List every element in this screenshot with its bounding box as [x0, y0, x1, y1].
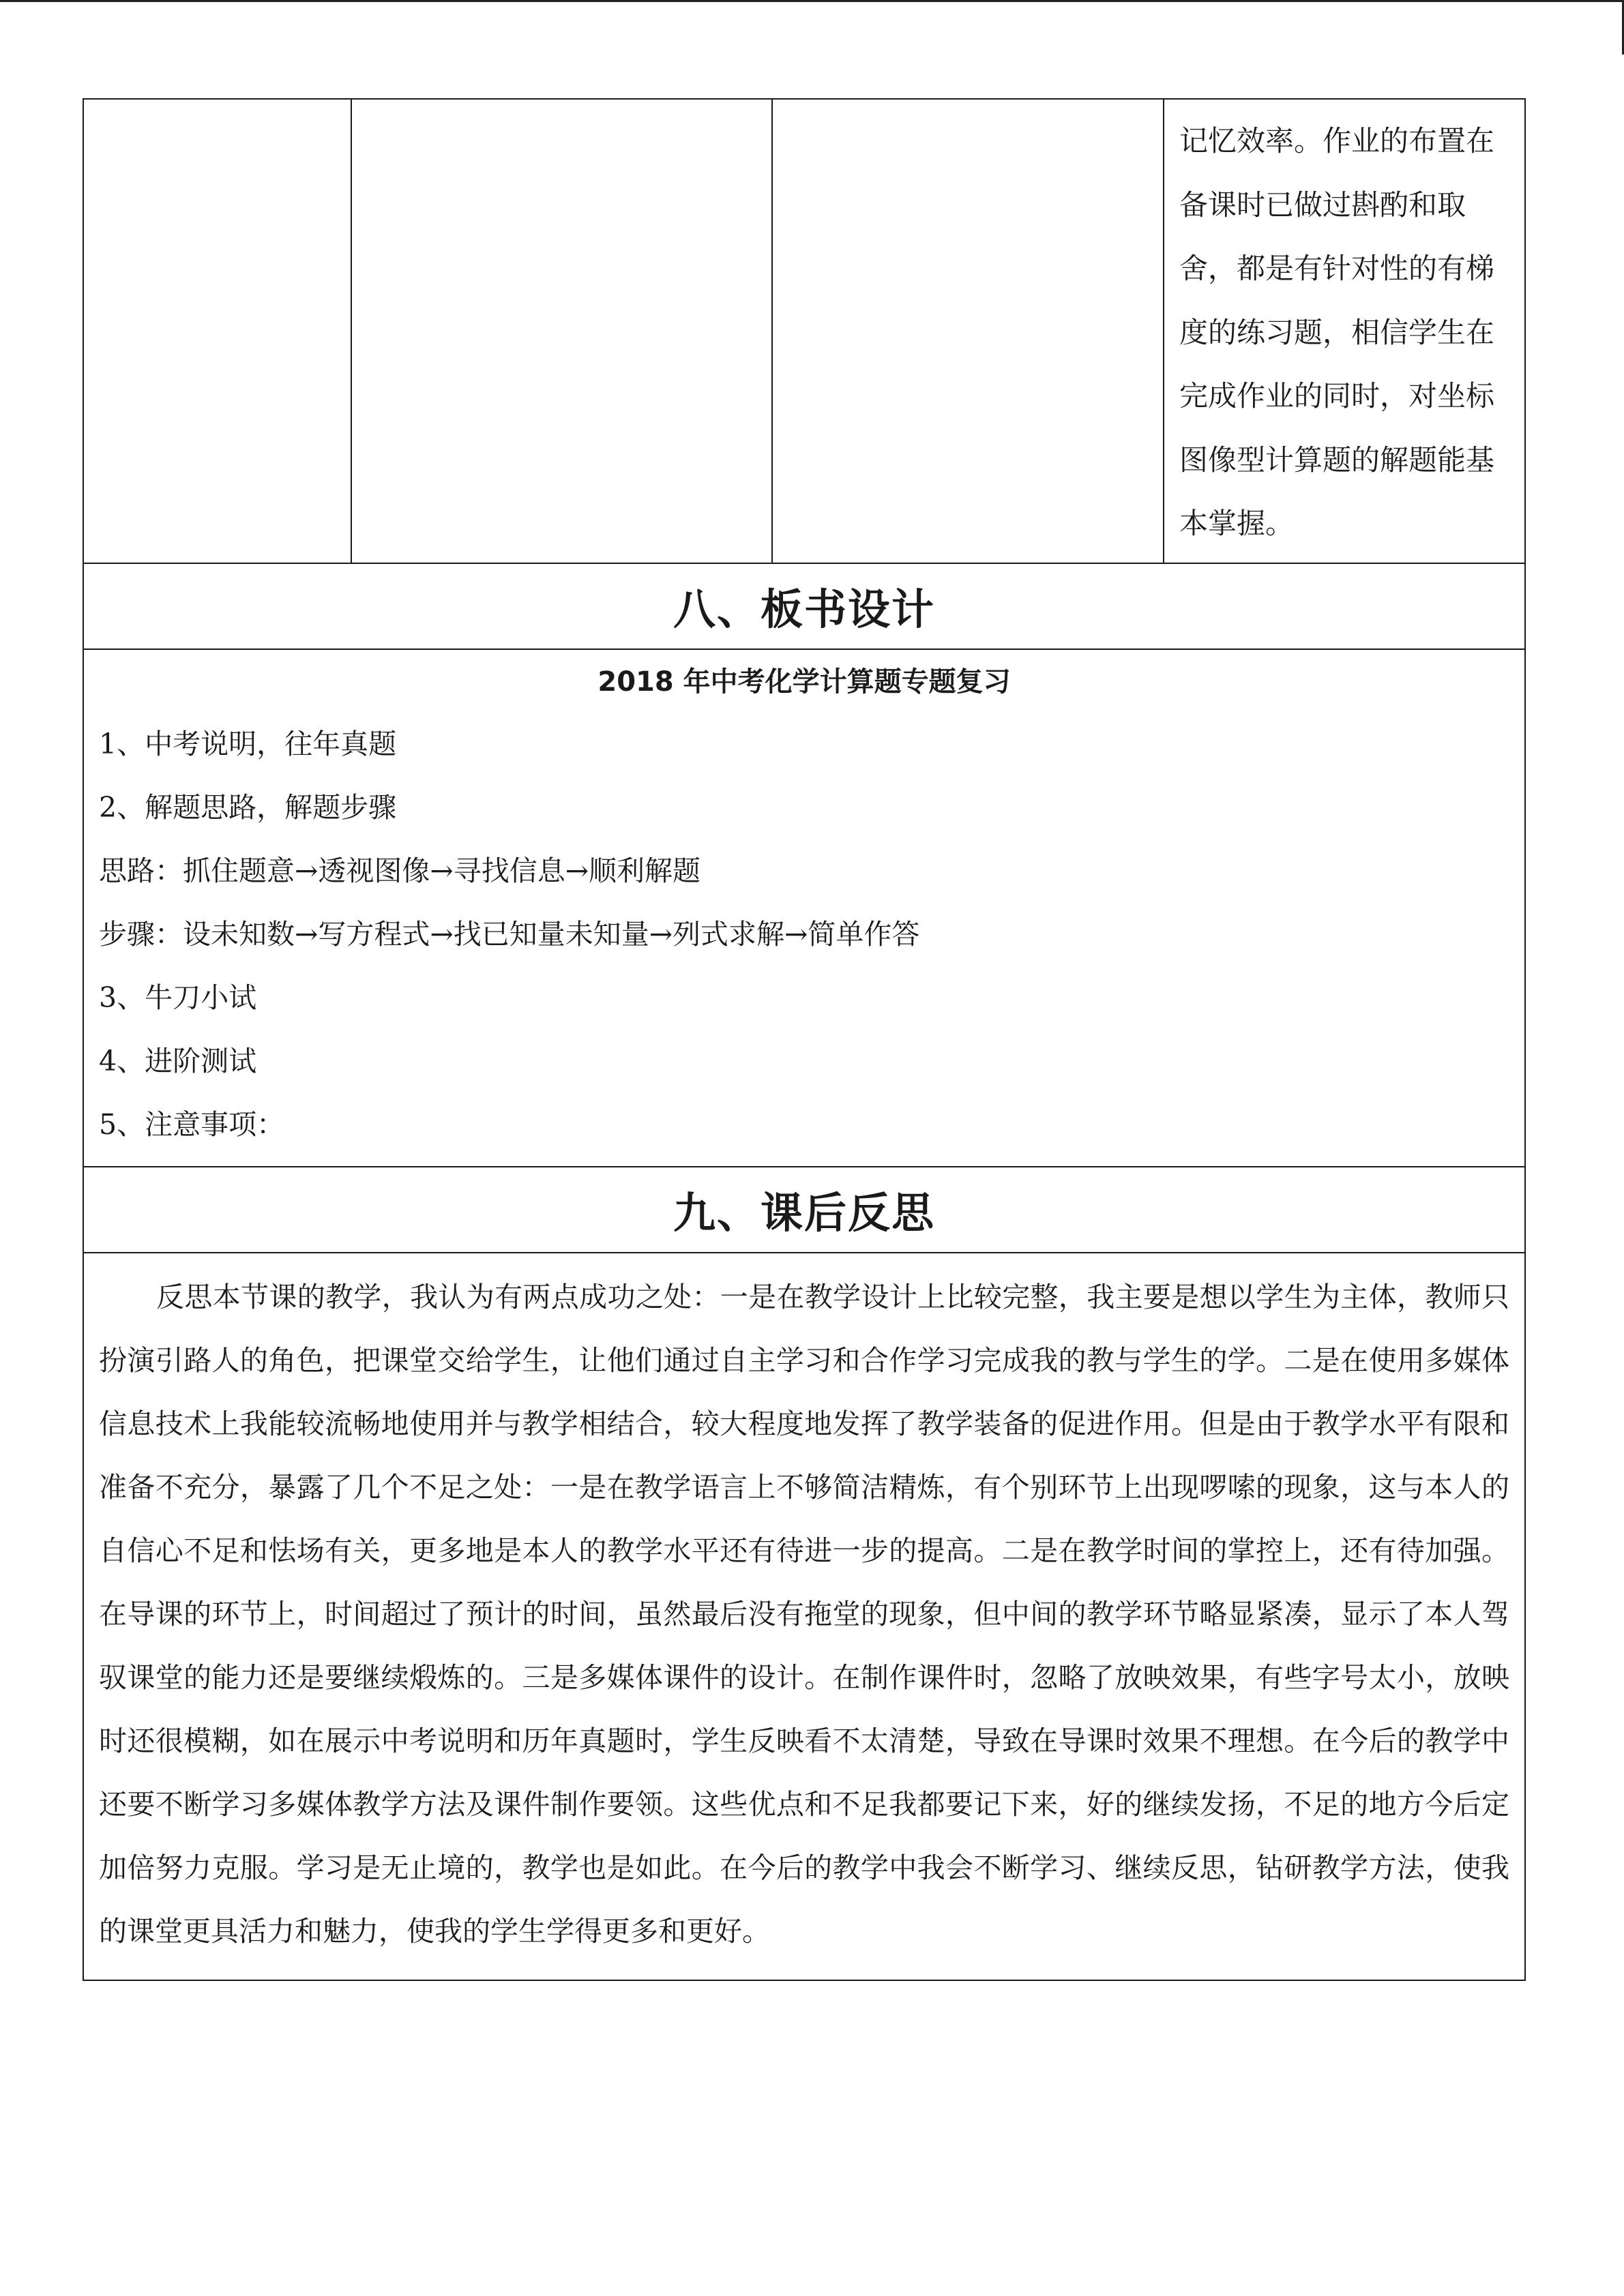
board-design-cell [83, 649, 1525, 1167]
lesson-plan-table [83, 98, 1526, 1981]
board-line: 1、中考说明，往年真题 [99, 727, 397, 760]
note-line: 舍，都是有针对性的有梯 [1179, 252, 1495, 285]
section-heading-reflection: 九、课后反思 [83, 1167, 1525, 1253]
empty-cell-2 [351, 99, 772, 563]
board-line: 5、注意事项： [99, 1107, 285, 1141]
reflection-cell [83, 1253, 1525, 1980]
note-line: 备课时已做过斟酌和取 [1179, 188, 1466, 222]
note-line: 本掌握。 [1179, 507, 1295, 540]
page-top-border [0, 0, 1624, 2]
board-line: 4、进阶测试 [99, 1044, 257, 1077]
note-line: 完成作业的同时，对坐标 [1179, 379, 1495, 413]
note-line: 度的练习题，相信学生在 [1179, 315, 1495, 349]
board-line: 思路：抓住题意→透视图像→寻找信息→顺利解题 [99, 854, 701, 887]
empty-cell-1 [83, 99, 351, 563]
board-line: 3、牛刀小试 [99, 981, 257, 1014]
board-line: 2、解题思路，解题步骤 [99, 790, 397, 824]
empty-cell-3 [772, 99, 1164, 563]
note-line: 记忆效率。作业的布置在 [1179, 124, 1495, 158]
note-line: 图像型计算题的解题能基 [1179, 443, 1495, 477]
reflection-paragraph: 反思本节课的教学，我认为有两点成功之处：一是在教学设计上比较完整，我主要是想以学生为主体，教师只扮演引路人的角色，把课堂交给学生，让他们通过自主学习和合作学习完成我的教与学生的学。二是在使用多媒体信息技术上我能较流畅地使用并与教学相结合，较大程度地发挥了教学装备的促进作用。但是由于教学水平有限和准备不充分，暴露了几个不足之处：一是在教学语言上不够简洁精炼，有个别环节上出现啰嗦的现象，这与本人的自信心不足和怯场有关，更多地是本人的教学水平还有待进一步的提高。二是在教学时间的掌控上，还有待加强。在导课的环节上，时间超过了预计的时间，虽然最后没有拖堂的现象，但中间的教学环节略显紧凑，显示了本人驾驭课堂的能力还是要继续煅炼的。三是多媒体课件的设计。在制作课件时，忽略了放映效果，有些字号太小，放映时还很模糊，如在展示中考说明和历年真题时，学生反映看不太清楚，导致在导课时效果不理想。在今后的教学中还要不断学习多媒体教学方法及课件制作要领。这些优点和不足我都要记下来，好的继续发扬，不足的地方今后定加倍努力克服。学习是无止境的，教学也是如此。在今后的教学中我会不断学习、继续反思，钻研教学方法，使我的课堂更具活力和魅力，使我的学生学得更多和更好。 [99, 1280, 1509, 1948]
section-heading-board-design: 八、板书设计 [83, 563, 1525, 649]
homework-note-cell [1164, 99, 1525, 563]
board-line: 步骤：设未知数→写方程式→找已知量未知量→列式求解→简单作答 [99, 917, 920, 951]
continued-row [83, 99, 1525, 563]
board-title: 2018 年中考化学计算题专题复习 [597, 666, 1011, 698]
